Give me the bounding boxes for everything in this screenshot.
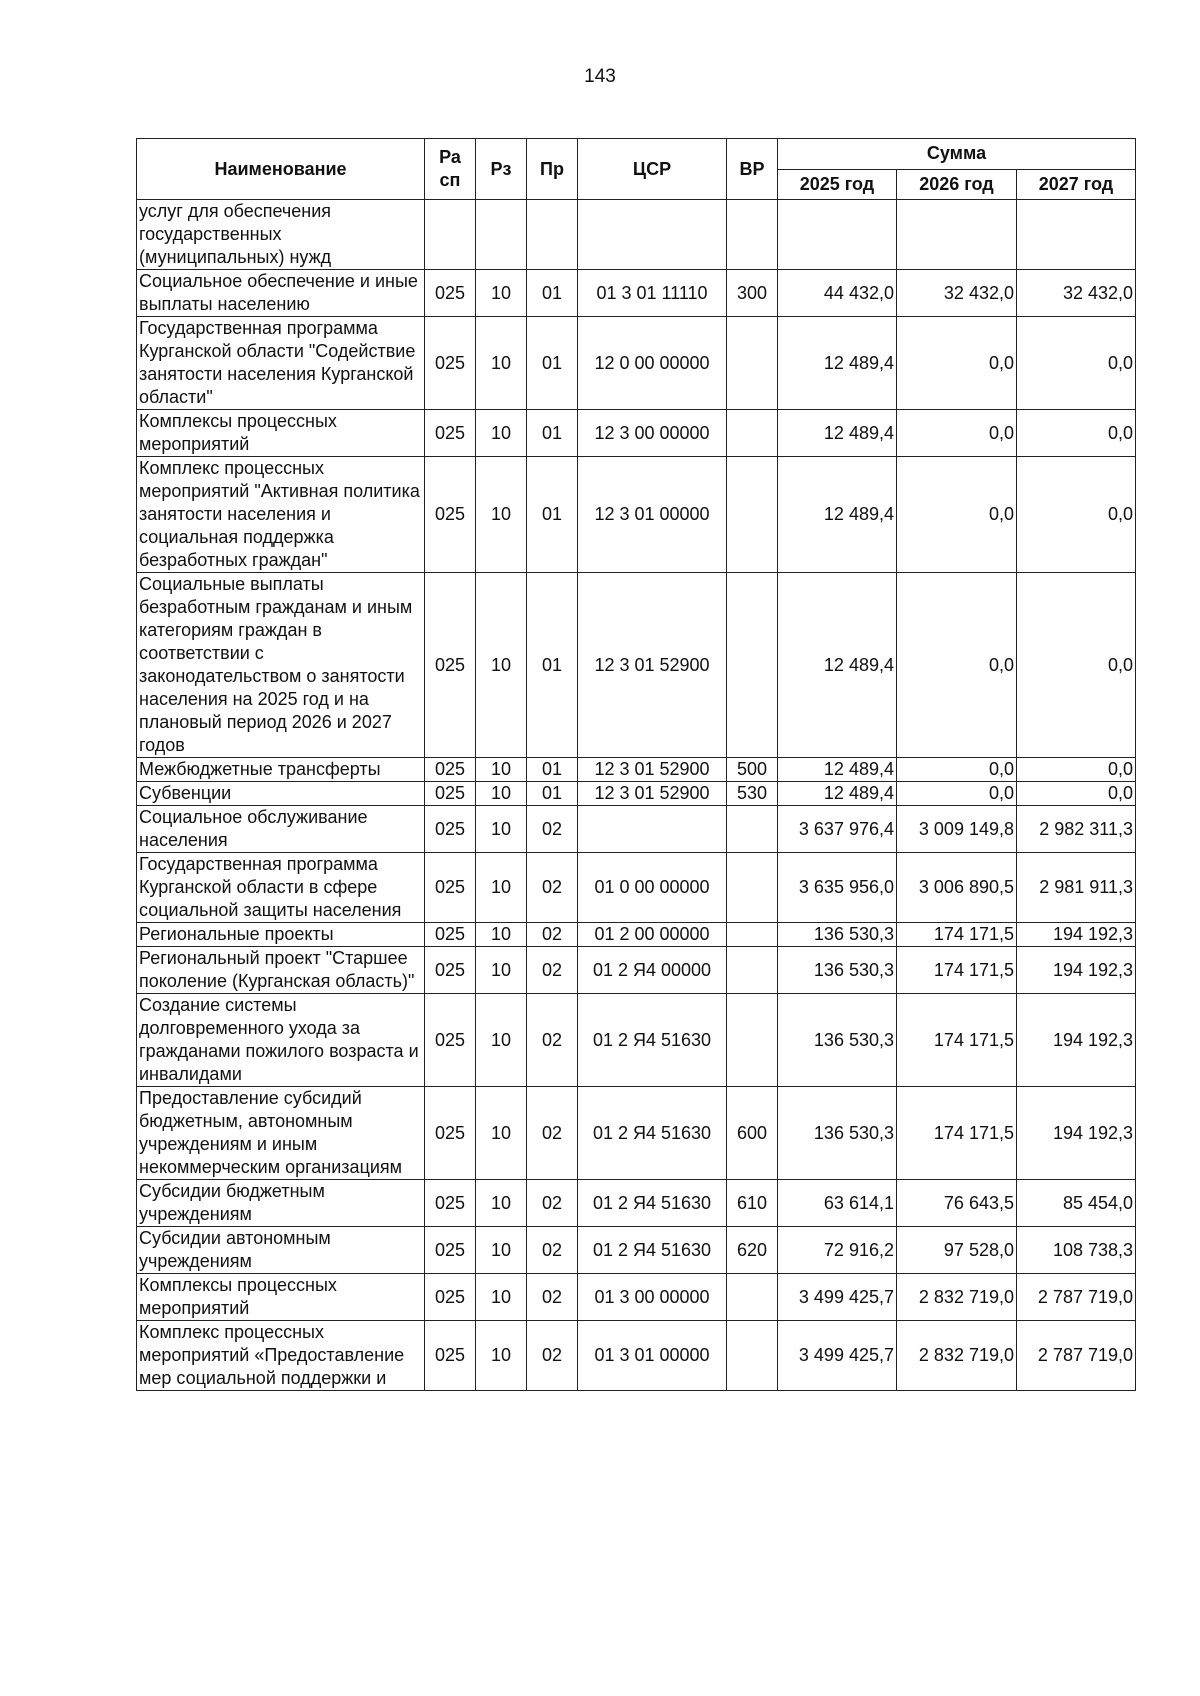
cell-rz: 10 [476, 317, 527, 410]
cell-rasp: 025 [425, 1227, 476, 1274]
cell-rasp: 025 [425, 1274, 476, 1321]
table-row [137, 1087, 1136, 1180]
cell-vr [727, 947, 778, 994]
cell-rasp: 025 [425, 270, 476, 317]
cell-rz: 10 [476, 947, 527, 994]
table-row [137, 317, 1136, 410]
cell-vr [727, 994, 778, 1087]
table-row [137, 1180, 1136, 1227]
cell-sum-2026: 174 171,5 [897, 947, 1017, 994]
cell-vr [727, 573, 778, 758]
cell-vr [727, 806, 778, 853]
cell-csr: 01 3 01 00000 [578, 1321, 727, 1391]
cell-csr: 01 0 00 00000 [578, 853, 727, 923]
table-row [137, 806, 1136, 853]
cell-rz: 10 [476, 853, 527, 923]
cell-vr [727, 1274, 778, 1321]
cell-pr: 02 [527, 1321, 578, 1391]
cell-name: Создание системы долговременного ухода за гражданами пожилого возраста и инвалидами [137, 994, 425, 1087]
cell-name: Комплекс процессных мероприятий «Предоставление мер социальной поддержки и [137, 1321, 425, 1391]
cell-vr: 530 [727, 782, 778, 806]
cell-pr: 02 [527, 994, 578, 1087]
cell-sum-2026: 0,0 [897, 573, 1017, 758]
cell-name: Межбюджетные трансферты [137, 758, 425, 782]
header-csr: ЦСР [578, 139, 727, 200]
cell-vr [727, 457, 778, 573]
cell-sum-2025: 136 530,3 [778, 1087, 897, 1180]
cell-sum-2027: 0,0 [1017, 410, 1136, 457]
header-year-2027: 2027 год [1017, 169, 1136, 200]
cell-rz: 10 [476, 410, 527, 457]
header-vr: ВР [727, 139, 778, 200]
cell-csr [578, 806, 727, 853]
cell-sum-2027: 2 787 719,0 [1017, 1274, 1136, 1321]
cell-pr: 01 [527, 270, 578, 317]
cell-pr: 01 [527, 317, 578, 410]
cell-sum-2026: 0,0 [897, 782, 1017, 806]
cell-pr: 01 [527, 457, 578, 573]
header-year-2026: 2026 год [897, 169, 1017, 200]
cell-sum-2026: 174 171,5 [897, 1087, 1017, 1180]
cell-csr: 01 3 00 00000 [578, 1274, 727, 1321]
cell-rasp: 025 [425, 782, 476, 806]
cell-rasp: 025 [425, 1321, 476, 1391]
cell-sum-2026: 0,0 [897, 410, 1017, 457]
cell-sum-2026: 0,0 [897, 457, 1017, 573]
cell-rz [476, 200, 527, 270]
header-rz: Рз [476, 139, 527, 200]
cell-pr: 01 [527, 410, 578, 457]
cell-name: Субсидии автономным учреждениям [137, 1227, 425, 1274]
table-row [137, 994, 1136, 1087]
cell-sum-2027: 0,0 [1017, 782, 1136, 806]
cell-csr: 01 3 01 11110 [578, 270, 727, 317]
cell-csr: 01 2 Я4 00000 [578, 947, 727, 994]
page-number: 143 [584, 66, 616, 87]
cell-rz: 10 [476, 782, 527, 806]
table-row [137, 200, 1136, 270]
cell-vr [727, 923, 778, 947]
cell-rasp: 025 [425, 923, 476, 947]
cell-pr: 02 [527, 947, 578, 994]
cell-sum-2026: 97 528,0 [897, 1227, 1017, 1274]
cell-rasp: 025 [425, 994, 476, 1087]
cell-sum-2025: 136 530,3 [778, 923, 897, 947]
cell-rz: 10 [476, 1321, 527, 1391]
cell-pr: 01 [527, 782, 578, 806]
cell-sum-2025: 12 489,4 [778, 410, 897, 457]
cell-vr: 610 [727, 1180, 778, 1227]
cell-sum-2026: 3 006 890,5 [897, 853, 1017, 923]
cell-vr: 620 [727, 1227, 778, 1274]
table-row [137, 782, 1136, 806]
cell-csr [578, 200, 727, 270]
cell-rz: 10 [476, 923, 527, 947]
cell-sum-2027: 0,0 [1017, 457, 1136, 573]
cell-pr: 01 [527, 758, 578, 782]
cell-name: Государственная программа Курганской области "Содействие занятости населения Курганской области" [137, 317, 425, 410]
table-row [137, 923, 1136, 947]
cell-name: Предоставление субсидий бюджетным, автономным учреждениям и иным некоммерческим организациям [137, 1087, 425, 1180]
header-pr: Пр [527, 139, 578, 200]
cell-sum-2027: 0,0 [1017, 317, 1136, 410]
table-row [137, 1227, 1136, 1274]
cell-sum-2025: 63 614,1 [778, 1180, 897, 1227]
cell-sum-2025: 136 530,3 [778, 994, 897, 1087]
cell-csr: 12 3 01 52900 [578, 573, 727, 758]
cell-rz: 10 [476, 270, 527, 317]
cell-name: услуг для обеспечения государственных (муниципальных) нужд [137, 200, 425, 270]
cell-sum-2025: 12 489,4 [778, 457, 897, 573]
table-row [137, 1321, 1136, 1391]
cell-name: Комплекс процессных мероприятий "Активная политика занятости населения и социальная поддержка безработных граждан" [137, 457, 425, 573]
cell-sum-2027: 194 192,3 [1017, 923, 1136, 947]
cell-vr: 300 [727, 270, 778, 317]
cell-sum-2025: 3 499 425,7 [778, 1274, 897, 1321]
cell-csr: 01 2 Я4 51630 [578, 1087, 727, 1180]
cell-rasp [425, 200, 476, 270]
cell-pr: 02 [527, 853, 578, 923]
header-sum: Сумма [778, 139, 1136, 170]
cell-sum-2026: 174 171,5 [897, 994, 1017, 1087]
cell-name: Социальное обслуживание населения [137, 806, 425, 853]
cell-csr: 01 2 Я4 51630 [578, 1180, 727, 1227]
cell-vr [727, 853, 778, 923]
cell-vr: 600 [727, 1087, 778, 1180]
cell-csr: 01 2 Я4 51630 [578, 1227, 727, 1274]
table-row [137, 573, 1136, 758]
cell-sum-2026: 76 643,5 [897, 1180, 1017, 1227]
cell-name: Комплексы процессных мероприятий [137, 1274, 425, 1321]
cell-vr [727, 200, 778, 270]
cell-sum-2025: 3 637 976,4 [778, 806, 897, 853]
cell-sum-2026: 2 832 719,0 [897, 1321, 1017, 1391]
table-row [137, 270, 1136, 317]
cell-csr: 12 3 00 00000 [578, 410, 727, 457]
cell-csr: 12 3 01 52900 [578, 758, 727, 782]
cell-sum-2027: 0,0 [1017, 758, 1136, 782]
cell-vr [727, 317, 778, 410]
cell-pr: 02 [527, 1274, 578, 1321]
cell-sum-2025: 136 530,3 [778, 947, 897, 994]
table-row [137, 1274, 1136, 1321]
cell-name: Социальные выплаты безработным гражданам и иным категориям граждан в соответствии с законодательством о занятости населения на 2025 год и на плановый период 2026 и 2027 годов [137, 573, 425, 758]
cell-csr: 01 2 00 00000 [578, 923, 727, 947]
cell-rasp: 025 [425, 317, 476, 410]
table-row [137, 457, 1136, 573]
cell-rz: 10 [476, 994, 527, 1087]
header-rasp: Ра сп [425, 139, 476, 200]
cell-name: Комплексы процессных мероприятий [137, 410, 425, 457]
cell-name: Региональный проект "Старшее поколение (Курганская область)" [137, 947, 425, 994]
cell-sum-2027: 2 982 311,3 [1017, 806, 1136, 853]
table-row [137, 853, 1136, 923]
cell-sum-2027: 108 738,3 [1017, 1227, 1136, 1274]
cell-sum-2025: 3 635 956,0 [778, 853, 897, 923]
cell-rz: 10 [476, 1180, 527, 1227]
cell-sum-2027: 0,0 [1017, 573, 1136, 758]
table-row [137, 947, 1136, 994]
header-year-2025: 2025 год [778, 169, 897, 200]
cell-sum-2027: 194 192,3 [1017, 947, 1136, 994]
cell-pr [527, 200, 578, 270]
cell-rz: 10 [476, 758, 527, 782]
cell-rasp: 025 [425, 806, 476, 853]
cell-sum-2025: 12 489,4 [778, 317, 897, 410]
cell-rz: 10 [476, 1274, 527, 1321]
cell-vr: 500 [727, 758, 778, 782]
cell-sum-2026: 0,0 [897, 317, 1017, 410]
cell-csr: 12 0 00 00000 [578, 317, 727, 410]
cell-rasp: 025 [425, 947, 476, 994]
cell-pr: 02 [527, 1227, 578, 1274]
cell-rasp: 025 [425, 410, 476, 457]
cell-rasp: 025 [425, 457, 476, 573]
table-row [137, 410, 1136, 457]
cell-sum-2026 [897, 200, 1017, 270]
cell-sum-2027: 2 787 719,0 [1017, 1321, 1136, 1391]
cell-vr [727, 1321, 778, 1391]
cell-sum-2027 [1017, 200, 1136, 270]
cell-name: Региональные проекты [137, 923, 425, 947]
cell-vr [727, 410, 778, 457]
header-name: Наименование [137, 139, 425, 200]
cell-rasp: 025 [425, 758, 476, 782]
cell-name: Социальное обеспечение и иные выплаты населению [137, 270, 425, 317]
cell-sum-2026: 3 009 149,8 [897, 806, 1017, 853]
cell-rasp: 025 [425, 853, 476, 923]
cell-rz: 10 [476, 1227, 527, 1274]
cell-name: Субсидии бюджетным учреждениям [137, 1180, 425, 1227]
cell-pr: 02 [527, 923, 578, 947]
cell-name: Государственная программа Курганской области в сфере социальной защиты населения [137, 853, 425, 923]
cell-csr: 12 3 01 00000 [578, 457, 727, 573]
cell-sum-2026: 2 832 719,0 [897, 1274, 1017, 1321]
table-row [137, 758, 1136, 782]
cell-rz: 10 [476, 806, 527, 853]
cell-pr: 02 [527, 1087, 578, 1180]
cell-rz: 10 [476, 1087, 527, 1180]
cell-sum-2027: 85 454,0 [1017, 1180, 1136, 1227]
cell-rasp: 025 [425, 1180, 476, 1227]
cell-sum-2026: 174 171,5 [897, 923, 1017, 947]
cell-sum-2025: 3 499 425,7 [778, 1321, 897, 1391]
cell-rz: 10 [476, 573, 527, 758]
budget-table [136, 138, 1136, 1391]
cell-sum-2027: 194 192,3 [1017, 1087, 1136, 1180]
cell-sum-2027: 32 432,0 [1017, 270, 1136, 317]
cell-pr: 01 [527, 573, 578, 758]
cell-sum-2027: 2 981 911,3 [1017, 853, 1136, 923]
cell-sum-2026: 32 432,0 [897, 270, 1017, 317]
cell-sum-2025: 12 489,4 [778, 573, 897, 758]
cell-rz: 10 [476, 457, 527, 573]
cell-name: Субвенции [137, 782, 425, 806]
cell-rasp: 025 [425, 573, 476, 758]
cell-csr: 01 2 Я4 51630 [578, 994, 727, 1087]
cell-sum-2025: 12 489,4 [778, 758, 897, 782]
cell-sum-2025: 44 432,0 [778, 270, 897, 317]
table-body [137, 200, 1136, 1391]
cell-sum-2025: 12 489,4 [778, 782, 897, 806]
cell-csr: 12 3 01 52900 [578, 782, 727, 806]
cell-sum-2025: 72 916,2 [778, 1227, 897, 1274]
cell-sum-2025 [778, 200, 897, 270]
cell-sum-2026: 0,0 [897, 758, 1017, 782]
cell-pr: 02 [527, 806, 578, 853]
cell-pr: 02 [527, 1180, 578, 1227]
cell-rasp: 025 [425, 1087, 476, 1180]
cell-sum-2027: 194 192,3 [1017, 994, 1136, 1087]
